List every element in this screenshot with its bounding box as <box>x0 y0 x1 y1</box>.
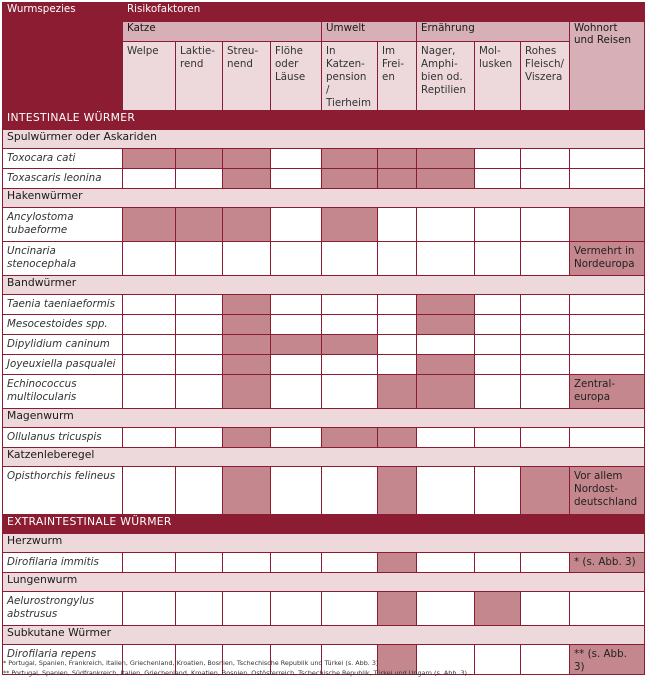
risk-cell-filled <box>417 315 475 335</box>
risk-cell-empty <box>570 335 645 355</box>
risk-cell-empty <box>521 592 570 626</box>
risk-cell-empty <box>176 295 223 315</box>
species-name: Ollulanus tricuspis <box>3 428 123 448</box>
risk-column-header: Nager, Amphi- bien od. Reptilien <box>417 42 475 111</box>
risk-cell-empty <box>271 315 322 335</box>
worm-group-header: Lungenwurm <box>3 573 645 592</box>
species-name: Uncinaria stenocephala <box>3 242 123 276</box>
risk-cell-empty <box>322 295 378 315</box>
risk-cell-filled <box>378 553 417 573</box>
risk-cell-empty <box>271 169 322 189</box>
risk-column-header: In Katzen- pension / Tierheim <box>322 42 378 111</box>
risk-cell-filled <box>223 428 271 448</box>
risk-cell-empty <box>378 242 417 276</box>
risk-cell-filled <box>223 467 271 515</box>
section-header: INTESTINALE WÜRMER <box>3 111 645 130</box>
risk-cell-empty <box>570 592 645 626</box>
risk-column-header: Rohes Fleisch/ Viszera <box>521 42 570 111</box>
table-row <box>3 169 645 189</box>
risk-cell-empty <box>176 428 223 448</box>
risk-cell-empty <box>322 592 378 626</box>
travel-note: Vermehrt in Nordeuropa <box>570 242 645 276</box>
risk-cell-empty <box>475 553 521 573</box>
travel-note: * (s. Abb. 3) <box>570 553 645 573</box>
worm-group-header: Hakenwürmer <box>3 189 645 208</box>
risk-cell-empty <box>570 295 645 315</box>
risk-cell-filled <box>417 149 475 169</box>
worm-group-header: Spulwürmer oder Askariden <box>3 130 645 149</box>
travel-note: Zentral- europa <box>570 375 645 409</box>
risk-cell-filled <box>378 428 417 448</box>
risk-cell-empty <box>417 553 475 573</box>
risk-cell-filled <box>322 428 378 448</box>
table-row <box>3 242 645 276</box>
risk-cell-empty <box>271 149 322 169</box>
travel-note: ** (s. Abb. 3) <box>570 645 645 675</box>
risk-factors-header: Risikofaktoren <box>123 3 645 22</box>
risk-cell-empty <box>378 335 417 355</box>
species-name: Dirofilaria repens <box>3 645 123 675</box>
risk-cell-empty <box>271 242 322 276</box>
risk-cell-empty <box>378 355 417 375</box>
risk-cell-empty <box>322 315 378 335</box>
risk-cell-empty <box>521 553 570 573</box>
risk-cell-empty <box>176 467 223 515</box>
risk-cell-empty <box>123 428 176 448</box>
worm-group-header: Katzenleberegel <box>3 448 645 467</box>
risk-cell-empty <box>417 208 475 242</box>
risk-cell-empty <box>123 375 176 409</box>
worm-group-header: Herzwurm <box>3 534 645 553</box>
footnote-1: * Portugal, Spanien, Frankreich, Italien, Griechenland, Kroatien, Bosnien, Tschechische Republik und Türkei (s. Abb. 3) <box>3 659 379 667</box>
risk-cell-empty <box>123 592 176 626</box>
table-row <box>3 428 645 448</box>
risk-cell-empty <box>176 169 223 189</box>
risk-column-header: Im Frei- en <box>378 42 417 111</box>
risk-cell-empty <box>475 355 521 375</box>
risk-cell-empty <box>123 315 176 335</box>
risk-cell-filled <box>223 375 271 409</box>
risk-cell-empty <box>521 645 570 675</box>
risk-cell-filled <box>271 335 322 355</box>
risk-cell-empty <box>123 295 176 315</box>
risk-cell-filled <box>521 467 570 515</box>
risk-cell-empty <box>521 355 570 375</box>
travel-group-header: Wohnort und Reisen <box>570 22 645 111</box>
risk-cell-empty <box>521 149 570 169</box>
risk-cell-empty <box>475 335 521 355</box>
risk-cell-empty <box>271 295 322 315</box>
risk-cell-empty <box>271 428 322 448</box>
risk-cell-empty <box>521 295 570 315</box>
table-row <box>3 149 645 169</box>
risk-cell-empty <box>417 428 475 448</box>
risk-cell-filled <box>417 375 475 409</box>
risk-cell-empty <box>322 467 378 515</box>
risk-cell-empty <box>322 375 378 409</box>
risk-column-header: Streu- nend <box>223 42 271 111</box>
risk-cell-filled <box>223 315 271 335</box>
species-column-header: Wurmspezies <box>3 3 123 111</box>
species-name: Ancylostoma tubaeforme <box>3 208 123 242</box>
risk-cell-filled <box>223 335 271 355</box>
risk-cell-empty <box>521 428 570 448</box>
risk-column-header: Welpe <box>123 42 176 111</box>
table-row <box>3 467 645 515</box>
risk-cell-empty <box>521 242 570 276</box>
risk-cell-filled <box>223 149 271 169</box>
risk-cell-empty <box>123 335 176 355</box>
risk-cell-empty <box>123 467 176 515</box>
risk-cell-filled <box>223 295 271 315</box>
risk-cell-filled <box>378 592 417 626</box>
risk-cell-filled <box>322 208 378 242</box>
risk-cell-empty <box>378 295 417 315</box>
section-header: EXTRAINTESTINALE WÜRMER <box>3 515 645 534</box>
risk-column-header: Mol- lusken <box>475 42 521 111</box>
risk-cell-empty <box>570 428 645 448</box>
risk-cell-empty <box>475 208 521 242</box>
risk-cell-empty <box>176 242 223 276</box>
footnote-2: ** Portugal, Spanien, Südfrankreich, Italien, Griechenland, Kroatien, Bosnien, Ostösterreich, Tschechische Republik, Türkei und Ungarn (s. Abb. 3) <box>3 669 467 677</box>
risk-cell-filled <box>378 467 417 515</box>
cat-group-header: Katze <box>123 22 322 42</box>
species-name: Taenia taeniaeformis <box>3 295 123 315</box>
risk-cell-empty <box>475 375 521 409</box>
worm-group-header: Bandwürmer <box>3 276 645 295</box>
risk-cell-filled <box>417 295 475 315</box>
risk-cell-empty <box>176 315 223 335</box>
risk-cell-empty <box>570 355 645 375</box>
risk-cell-empty <box>378 315 417 335</box>
risk-cell-filled <box>417 355 475 375</box>
risk-cell-empty <box>521 315 570 335</box>
risk-cell-empty <box>322 355 378 375</box>
risk-cell-filled <box>378 375 417 409</box>
risk-cell-empty <box>271 592 322 626</box>
risk-cell-empty <box>223 592 271 626</box>
species-name: Dipylidium caninum <box>3 335 123 355</box>
worm-group-header: Subkutane Würmer <box>3 626 645 645</box>
table-row <box>3 208 645 242</box>
risk-cell-empty <box>123 355 176 375</box>
nutrition-group-header: Ernährung <box>417 22 570 42</box>
risk-cell-empty <box>475 169 521 189</box>
risk-cell-empty <box>521 375 570 409</box>
risk-cell-empty <box>475 645 521 675</box>
risk-cell-empty <box>176 335 223 355</box>
risk-cell-empty <box>378 208 417 242</box>
risk-cell-empty <box>223 242 271 276</box>
risk-cell-empty <box>570 149 645 169</box>
risk-cell-filled <box>123 208 176 242</box>
risk-cell-empty <box>417 592 475 626</box>
risk-cell-empty <box>176 553 223 573</box>
environment-group-header: Umwelt <box>322 22 417 42</box>
risk-cell-filled <box>176 208 223 242</box>
risk-cell-empty <box>475 315 521 335</box>
risk-cell-filled <box>223 355 271 375</box>
risk-cell-empty <box>123 242 176 276</box>
risk-cell-empty <box>570 169 645 189</box>
risk-cell-filled <box>570 208 645 242</box>
risk-cell-empty <box>417 242 475 276</box>
risk-cell-empty <box>322 242 378 276</box>
risk-cell-empty <box>176 592 223 626</box>
risk-cell-empty <box>176 355 223 375</box>
species-name: Opisthorchis felineus <box>3 467 123 515</box>
risk-cell-filled <box>378 149 417 169</box>
risk-cell-filled <box>223 169 271 189</box>
risk-cell-empty <box>570 315 645 335</box>
table-row <box>3 592 645 626</box>
risk-cell-empty <box>123 169 176 189</box>
risk-cell-empty <box>271 553 322 573</box>
species-name: Dirofilaria immitis <box>3 553 123 573</box>
table-row <box>3 355 645 375</box>
species-name: Mesocestoides spp. <box>3 315 123 335</box>
risk-cell-empty <box>417 335 475 355</box>
species-name: Echinococcus multilocularis <box>3 375 123 409</box>
risk-cell-empty <box>176 375 223 409</box>
risk-cell-empty <box>475 295 521 315</box>
risk-cell-empty <box>271 467 322 515</box>
species-name: Toxocara cati <box>3 149 123 169</box>
risk-cell-empty <box>271 208 322 242</box>
risk-cell-filled <box>322 149 378 169</box>
risk-cell-empty <box>475 149 521 169</box>
risk-cell-filled <box>123 149 176 169</box>
risk-cell-filled <box>176 149 223 169</box>
risk-cell-empty <box>475 467 521 515</box>
travel-note: Vor allem Nordost- deutschland <box>570 467 645 515</box>
risk-cell-filled <box>417 169 475 189</box>
risk-cell-empty <box>417 467 475 515</box>
worm-group-header: Magenwurm <box>3 409 645 428</box>
risk-cell-filled <box>223 208 271 242</box>
risk-column-header: Laktie- rend <box>176 42 223 111</box>
risk-cell-empty <box>521 169 570 189</box>
table-row <box>3 375 645 409</box>
species-name: Aelurostrongylus abstrusus <box>3 592 123 626</box>
risk-cell-empty <box>271 355 322 375</box>
risk-cell-empty <box>475 242 521 276</box>
risk-cell-empty <box>223 553 271 573</box>
risk-cell-empty <box>475 428 521 448</box>
risk-cell-empty <box>322 553 378 573</box>
species-name: Toxascaris leonina <box>3 169 123 189</box>
risk-cell-empty <box>521 335 570 355</box>
table-row <box>3 553 645 573</box>
risk-cell-filled <box>322 335 378 355</box>
risk-cell-empty <box>271 375 322 409</box>
risk-cell-filled <box>378 169 417 189</box>
risk-cell-empty <box>521 208 570 242</box>
table-row <box>3 335 645 355</box>
risk-cell-filled <box>475 592 521 626</box>
table-row <box>3 295 645 315</box>
risk-column-header: Flöhe oder Läuse <box>271 42 322 111</box>
risk-cell-empty <box>123 553 176 573</box>
risk-cell-filled <box>322 169 378 189</box>
risk-factor-table <box>2 2 645 675</box>
table-row <box>3 315 645 335</box>
species-name: Joyeuxiella pasqualei <box>3 355 123 375</box>
